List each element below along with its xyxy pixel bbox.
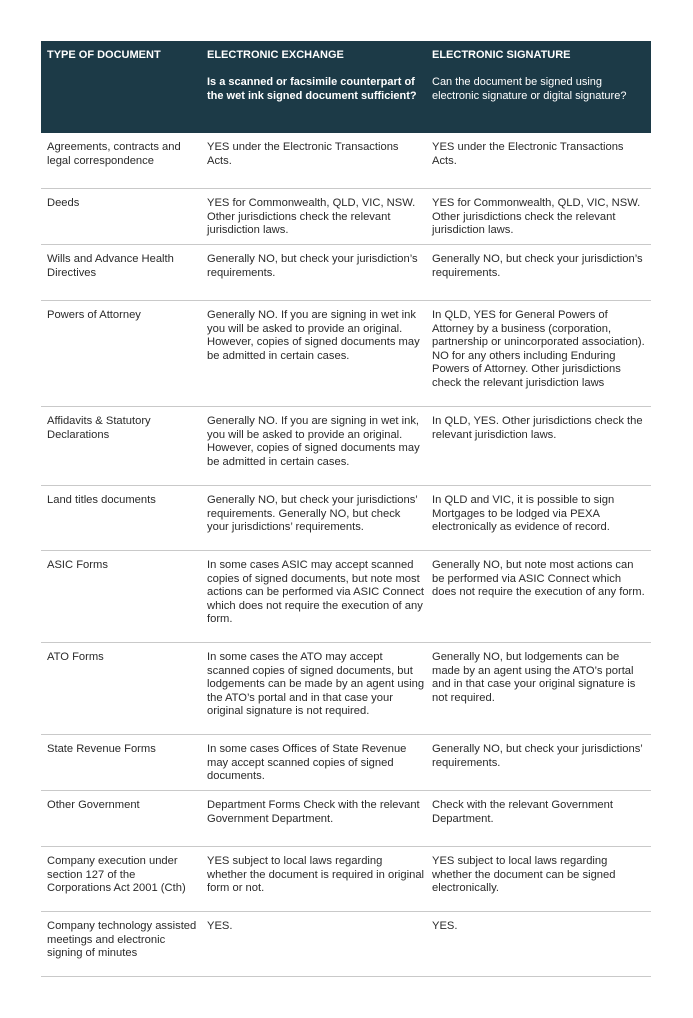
- table-row: [41, 735, 651, 791]
- row-document-type: Land titles documents: [47, 494, 156, 506]
- row-document-type: Wills and Advance Health Directives: [47, 253, 174, 279]
- row-document-type: Company execution under section 127 of the Corporations Act 2001 (Cth): [47, 855, 186, 895]
- table-row: [41, 791, 651, 847]
- comparison-table: [41, 41, 651, 977]
- row-electronic-exchange: In some cases ASIC may accept scanned copies of signed documents, but note most actions can be performed via ASIC Connect which does not require the execution of any form.: [207, 559, 425, 626]
- header-type-label: TYPE OF DOCUMENT: [47, 49, 161, 61]
- row-document-type: State Revenue Forms: [47, 743, 156, 755]
- row-electronic-signature: YES under the Electronic Transactions Acts.: [432, 141, 624, 167]
- row-document-type: Agreements, contracts and legal correspondence: [47, 141, 181, 167]
- header-exchange-label: ELECTRONIC EXCHANGE: [207, 49, 344, 61]
- row-electronic-exchange: YES subject to local laws regarding whether the document is required in original form or not.: [207, 855, 425, 895]
- row-document-type: Powers of Attorney: [47, 309, 141, 321]
- row-document-type: Deeds: [47, 197, 80, 209]
- row-electronic-exchange: Generally NO, but check your jurisdictions’ requirements. Generally NO, but check your jurisdictions’ requirements.: [207, 494, 418, 534]
- row-electronic-exchange: In some cases the ATO may accept scanned copies of signed documents, but lodgements can be made by an agent using the ATO’s portal and in that case your original signature is not required.: [207, 651, 425, 718]
- table-row: [41, 486, 651, 551]
- row-electronic-signature: YES for Commonwealth, QLD, VIC, NSW. Other jurisdictions check the relevant jurisdiction laws.: [432, 197, 641, 237]
- table-row: [41, 407, 651, 486]
- header-type-column: [47, 49, 197, 76]
- header-signature-column: [432, 49, 646, 103]
- row-electronic-signature: YES subject to local laws regarding whether the document can be signed electronically.: [432, 855, 616, 895]
- row-electronic-exchange: In some cases Offices of State Revenue may accept scanned copies of signed documents.: [207, 743, 407, 783]
- table-row: [41, 847, 651, 912]
- table-header: [41, 41, 651, 133]
- row-electronic-signature: In QLD, YES. Other jurisdictions check the relevant jurisdiction laws.: [432, 415, 643, 441]
- table-row: [41, 301, 651, 407]
- table-row: [41, 133, 651, 189]
- row-electronic-exchange: YES under the Electronic Transactions Acts.: [207, 141, 399, 167]
- row-document-type: Other Government: [47, 799, 140, 811]
- row-electronic-exchange: YES.: [207, 920, 233, 932]
- table-row: [41, 912, 651, 977]
- row-electronic-signature: Generally NO, but lodgements can be made by an agent using the ATO’s portal and in that case your original signature is not required.: [432, 651, 636, 704]
- header-signature-question: Can the document be signed using electronic signature or digital signature?: [432, 76, 627, 102]
- row-electronic-signature: Generally NO, but check your jurisdiction’s requirements.: [432, 253, 643, 279]
- row-electronic-exchange: Department Forms Check with the relevant Government Department.: [207, 799, 420, 825]
- row-electronic-signature: Generally NO, but check your jurisdictions’ requirements.: [432, 743, 643, 769]
- row-electronic-exchange: YES for Commonwealth, QLD, VIC, NSW. Other jurisdictions check the relevant jurisdiction laws.: [207, 197, 416, 237]
- row-electronic-exchange: Generally NO, but check your jurisdiction’s requirements.: [207, 253, 418, 279]
- row-electronic-signature: In QLD and VIC, it is possible to sign Mortgages to be lodged via PEXA electronically as evidence of record.: [432, 494, 615, 534]
- header-exchange-question: Is a scanned or facsimile counterpart of the wet ink signed document sufficient?: [207, 76, 417, 102]
- row-electronic-exchange: Generally NO. If you are signing in wet ink, you will be asked to provide an original. However, copies of signed documents may be admitted in certain cases.: [207, 415, 420, 468]
- row-electronic-signature: Check with the relevant Government Department.: [432, 799, 613, 825]
- table-row: [41, 245, 651, 301]
- row-document-type: ASIC Forms: [47, 559, 108, 571]
- row-document-type: Company technology assisted meetings and electronic signing of minutes: [47, 920, 197, 960]
- table-row: [41, 643, 651, 735]
- row-electronic-signature: YES.: [432, 920, 458, 932]
- row-electronic-exchange: Generally NO. If you are signing in wet ink you will be asked to provide an original. However, copies of signed documents may be admitted in certain cases.: [207, 309, 420, 362]
- table-row: [41, 189, 651, 245]
- table-row: [41, 551, 651, 643]
- row-document-type: Affidavits & Statutory Declarations: [47, 415, 151, 441]
- row-document-type: ATO Forms: [47, 651, 104, 663]
- header-exchange-column: [207, 49, 425, 103]
- row-electronic-signature: In QLD, YES for General Powers of Attorney by a business (corporation, partnership or unincorporated association). NO for any others including Enduring Powers of Attorney. Other jurisdictions check the relevant jurisdiction laws: [432, 309, 645, 389]
- row-electronic-signature: Generally NO, but note most actions can be performed via ASIC Connect which does not require the execution of any form.: [432, 559, 645, 599]
- header-signature-label: ELECTRONIC SIGNATURE: [432, 49, 571, 61]
